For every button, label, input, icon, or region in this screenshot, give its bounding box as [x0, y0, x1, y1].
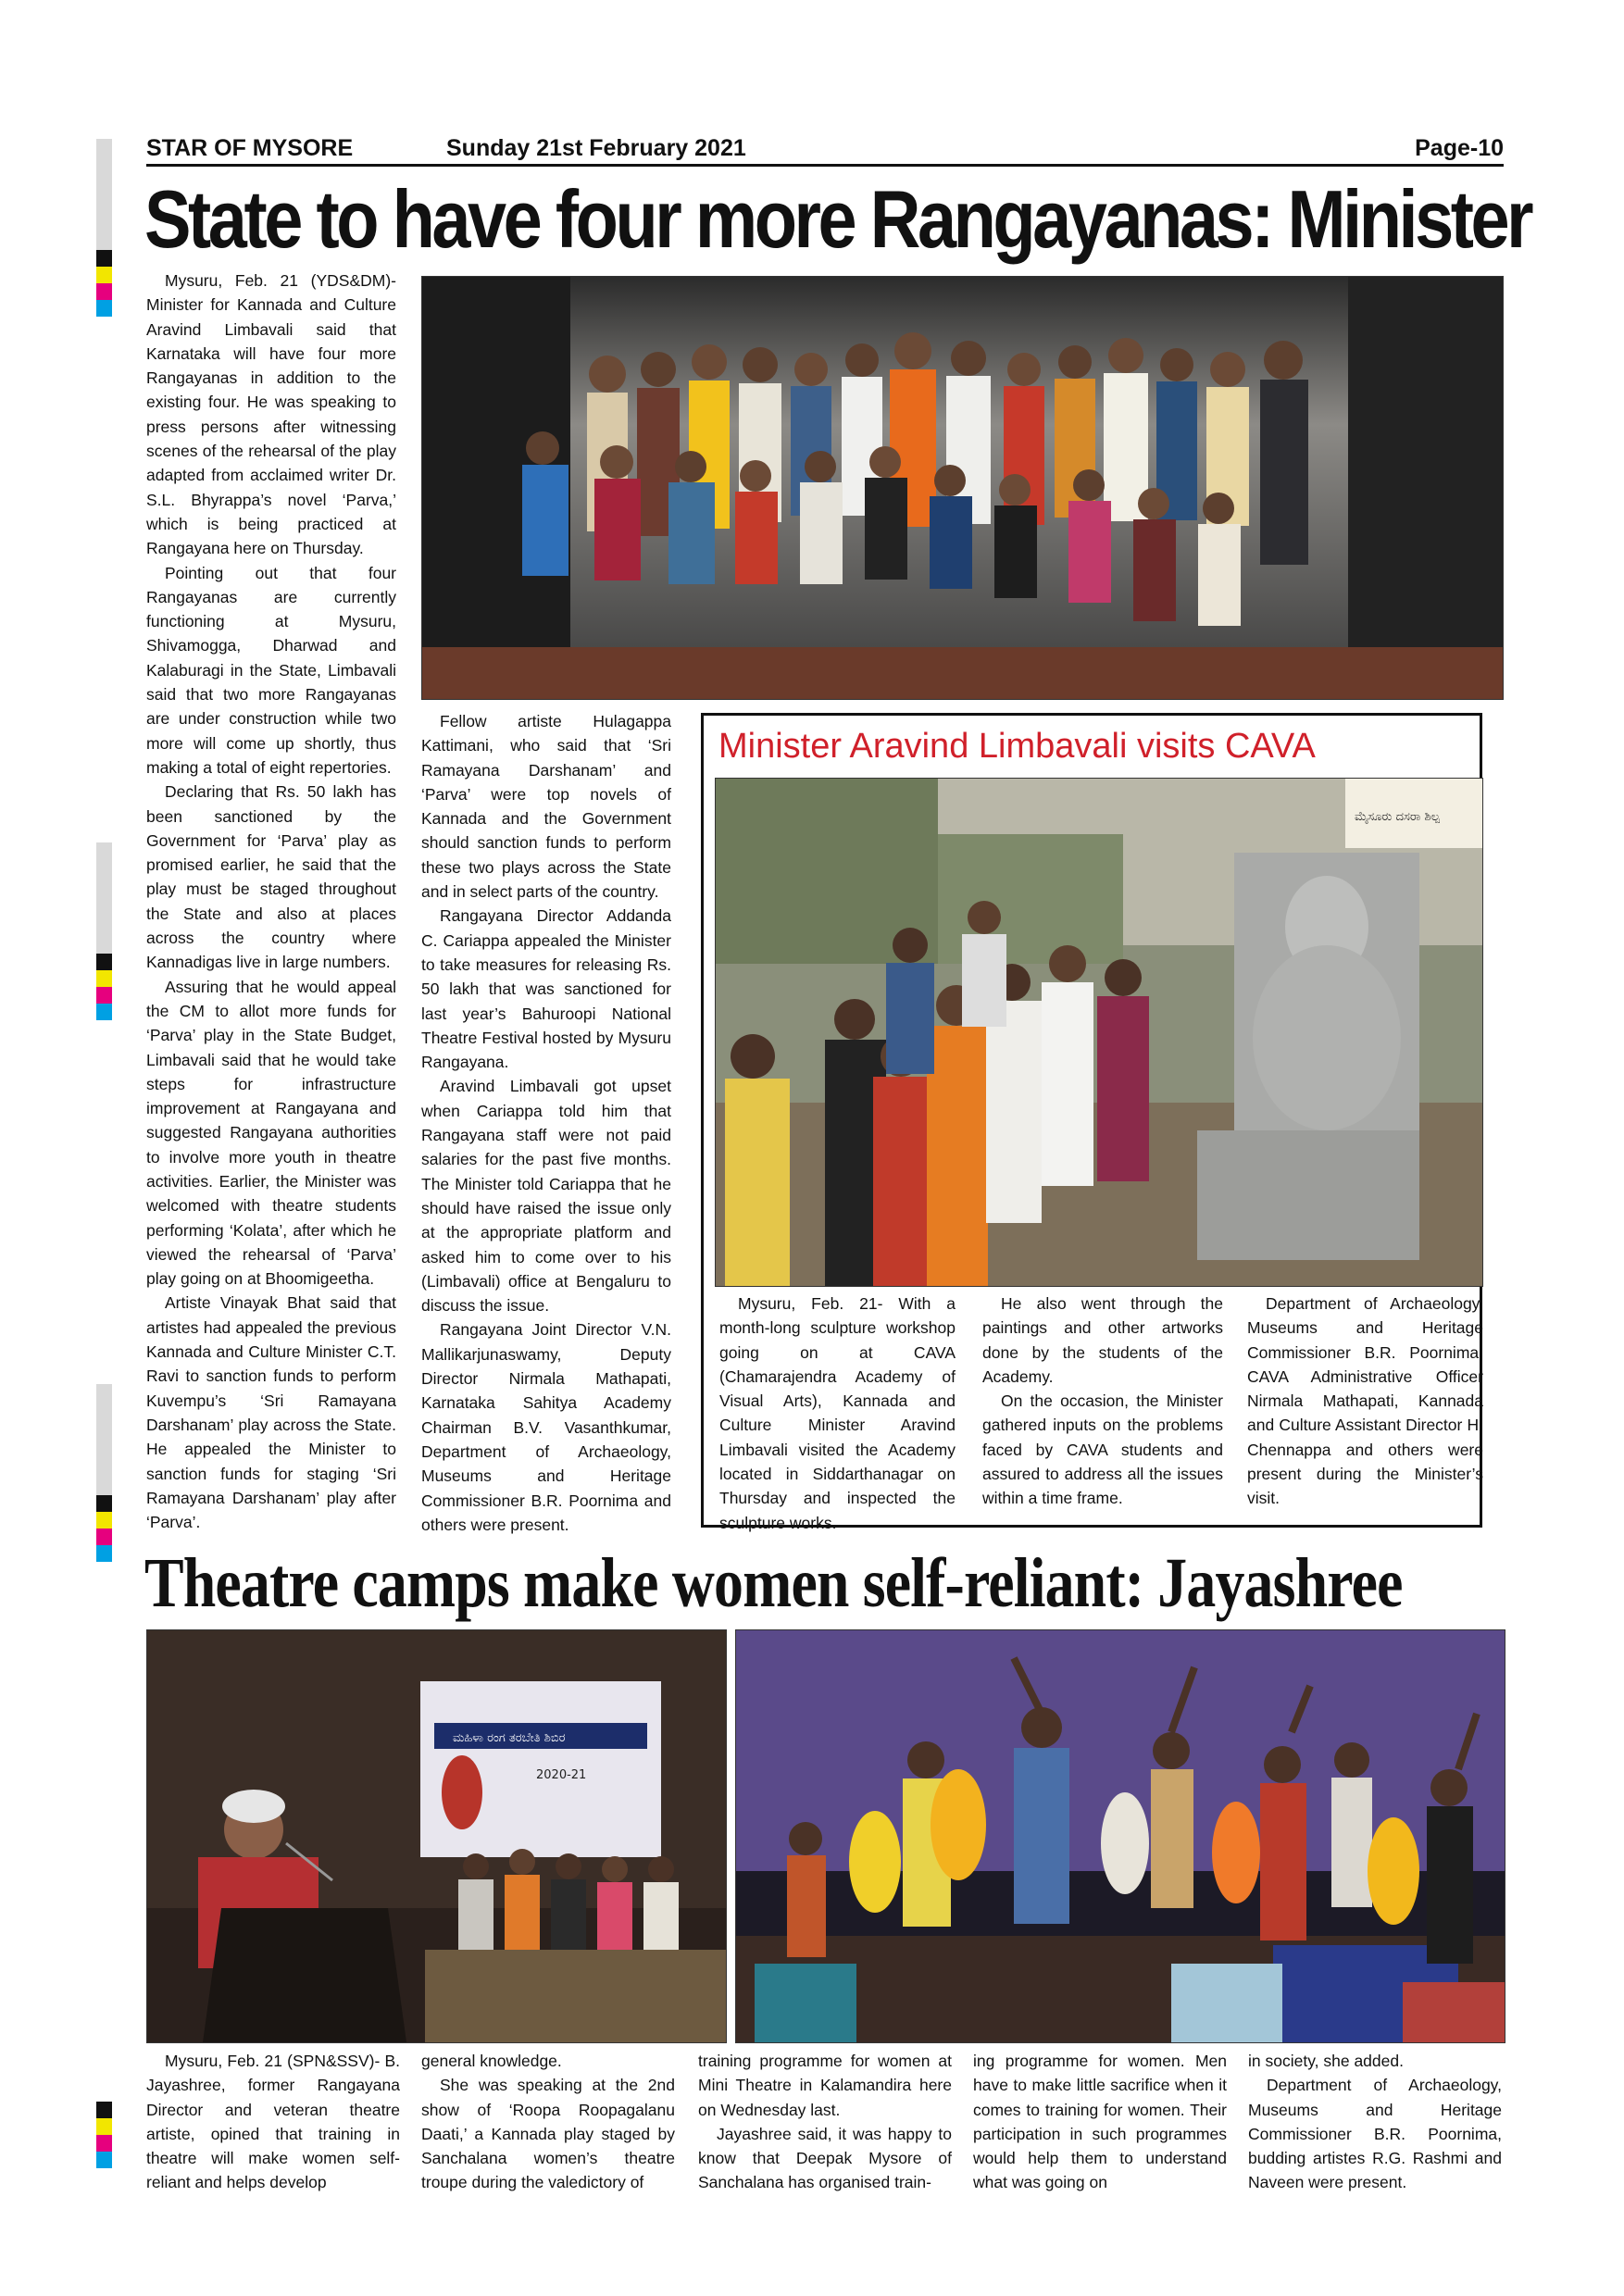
registration-bar	[96, 842, 112, 954]
photo-jayashree-podium	[146, 1629, 727, 2043]
paragraph: Jayashree said, it was happy to know that Deepak Mysore of Sanchalana has organised train-	[698, 2124, 952, 2192]
registration-black	[96, 250, 112, 267]
paragraph: ing programme for women. Men have to make little sacrifice when it comes to training for women. Their participation in such programmes would help them to understand what was going on	[973, 2052, 1227, 2192]
registration-cyan	[96, 2152, 112, 2168]
cava-column-2	[982, 1292, 1223, 1511]
registration-cyan	[96, 300, 112, 317]
paragraph: in society, she added.	[1248, 2052, 1404, 2070]
headline-theatre-camps: Theatre camps make women self-reliant: Jayashree	[144, 1544, 1403, 1622]
paragraph: Rangayana Director Addanda C. Cariappa appealed the Minister to take measures for releasing Rs. 50 lakh that was sanctioned for last year’s Bahuroopi National Theatre Festival hosted by Mysuru Rangayana.	[421, 906, 671, 1072]
page-header	[146, 135, 1504, 163]
paragraph: general knowledge.	[421, 2052, 562, 2070]
banner-year: 2020-21	[536, 1768, 587, 1782]
registration-black	[96, 954, 112, 970]
registration-magenta	[96, 1529, 112, 1545]
registration-bar	[96, 139, 112, 250]
article1-column-2	[421, 709, 671, 1537]
paragraph: Mysuru, Feb. 21 (YDS&DM)- Minister for Kannada and Culture Aravind Limbavali said that Karnataka will have four more Rangayanas in addition to the existing four. He was speaking to press persons after witnessing scenes of the rehearsal of the play adapted from acclaimed writer Dr. S.L. Bhyrappa’s novel ‘Parva,’ which is being practiced at Rangayana here on Thursday.	[146, 271, 396, 558]
photo-cava-sculpture	[715, 778, 1483, 1287]
paragraph: Artiste Vinayak Bhat said that artistes had appealed the previous Kannada and Culture Minister C.T. Ravi to sanction funds to perform Kuvempu’s ‘Sri Ramayana Darshanam’ play across the State. He appealed the Minister to sanction funds for staging ‘Sri Ramayana Darshanam’ play after ‘Parva’.	[146, 1293, 396, 1532]
registration-magenta	[96, 987, 112, 1004]
header-rule	[146, 164, 1504, 167]
article2-column-3	[698, 2049, 952, 2195]
cava-sign-text: ಮೈಸೂರು ದಸರಾ ಶಿಲ್ಪ	[1355, 810, 1441, 824]
article2-column-4	[973, 2049, 1227, 2195]
publication-name: STAR OF MYSORE	[146, 135, 354, 161]
registration-cyan	[96, 1545, 112, 1562]
paragraph: Mysuru, Feb. 21- With a month-long sculpture workshop going on at CAVA (Chamarajendra Academy of Visual Arts), Kannada and Culture Minister Aravind Limbavali visited the Academy located in Siddarthanagar on Thursday and inspected the sculpture works.	[719, 1294, 956, 1532]
photo-women-theatre-play	[735, 1629, 1505, 2043]
paragraph: Pointing out that four Rangayanas are currently functioning at Mysuru, Shivamogga, Dharwad and Kalaburagi in the State, Limbavali said that two more Rangayanas are under construction while two more will come up shortly, thus making a total of eight repertories.	[146, 563, 396, 777]
issue-date: Sunday 21st February 2021	[446, 135, 746, 161]
paragraph: Assuring that he would appeal the CM to allot more funds for ‘Parva’ play in the State Budget, Limbavali said that he would take steps for infrastructure improvement at Rangayana and suggested Rangayana authorities to involve more youth in theatre activities. Earlier, the Minister was welcomed with theatre students performing ‘Kolata’, after which he viewed the rehearsal of ‘Parva’ play going on at Bhoomigeetha.	[146, 977, 396, 1289]
cava-column-1	[719, 1292, 956, 1535]
paragraph: On the occasion, the Minister gathered inputs on the problems faced by CAVA students and assured to address all the issues within a time frame.	[982, 1391, 1223, 1508]
paragraph: He also went through the paintings and other artworks done by the students of the Academy.	[982, 1294, 1223, 1386]
paragraph: training programme for women at Mini Theatre in Kalamandira here on Wednesday last.	[698, 2052, 952, 2119]
paragraph: Department of Archaeology, Museums and Heritage Commissioner B.R. Poornima, budding artistes R.G. Rashmi and Naveen were present.	[1248, 2076, 1502, 2192]
photo-rangayana-group	[421, 276, 1504, 700]
registration-yellow	[96, 267, 112, 283]
cava-headline: Minister Aravind Limbavali visits CAVA	[718, 727, 1316, 766]
registration-magenta	[96, 2135, 112, 2152]
article2-column-1	[146, 2049, 400, 2195]
paragraph: Mysuru, Feb. 21 (SPN&SSV)- B. Jayashree, former Rangayana Director and veteran theatre artiste, opined that training in theatre will make women self-reliant and helps develop	[146, 2052, 400, 2192]
registration-black	[96, 2102, 112, 2118]
registration-magenta	[96, 283, 112, 300]
paragraph: Rangayana Joint Director V.N. Mallikarjunaswamy, Deputy Director Nirmala Mathapati, Karnataka Sahitya Academy Chairman B.V. Vasanthkumar, Department of Archaeology, Museums and Heritage Commissioner B.R. Poornima and others were present.	[421, 1320, 671, 1534]
registration-yellow	[96, 970, 112, 987]
paragraph: Declaring that Rs. 50 lakh has been sanctioned by the Government for ‘Parva’ play as promised earlier, he said that the play must be staged throughout the State and also at places across the country where Kannadigas live in large numbers.	[146, 782, 396, 972]
banner-text: ಮಹಿಳಾ ರಂಗ ತರಬೇತಿ ಶಿಬಿರ	[453, 1731, 566, 1745]
registration-yellow	[96, 1512, 112, 1529]
paragraph: She was speaking at the 2nd show of ‘Roopa Roopagalanu Daati,’ a Kannada play staged by Sanchalana women’s theatre troupe during the valedictory of	[421, 2076, 675, 2192]
registration-cyan	[96, 1004, 112, 1020]
article2-column-5	[1248, 2049, 1502, 2195]
paragraph: Aravind Limbavali got upset when Cariappa told him that Rangayana staff were not paid salaries for the past five months. The Minister told Cariappa that he should have raised the issue only at the appropriate platform and asked him to come over to his (Limbavali) office at Bengaluru to discuss the issue.	[421, 1077, 671, 1316]
paragraph: Department of Archaeology, Museums and Heritage Commissioner B.R. Poornima, CAVA Administrative Officer Nirmala Mathapati, Kannada and Culture Assistant Director H. Chennappa and others were present during the Minister’s visit.	[1247, 1294, 1483, 1508]
article2-column-2	[421, 2049, 675, 2195]
headline-rangayanas: State to have four more Rangayanas: Minister	[144, 173, 1531, 265]
registration-black	[96, 1495, 112, 1512]
cava-column-3	[1247, 1292, 1483, 1511]
page-number: Page-10	[1415, 135, 1504, 161]
article1-column-1	[146, 268, 396, 1534]
registration-bar	[96, 1384, 112, 1495]
registration-yellow	[96, 2118, 112, 2135]
paragraph: Fellow artiste Hulagappa Kattimani, who said that ‘Sri Ramayana Darshanam’ and ‘Parva’ were top novels of Kannada and the Government should sanction funds to perform these two plays across the State and in select parts of the country.	[421, 712, 671, 902]
